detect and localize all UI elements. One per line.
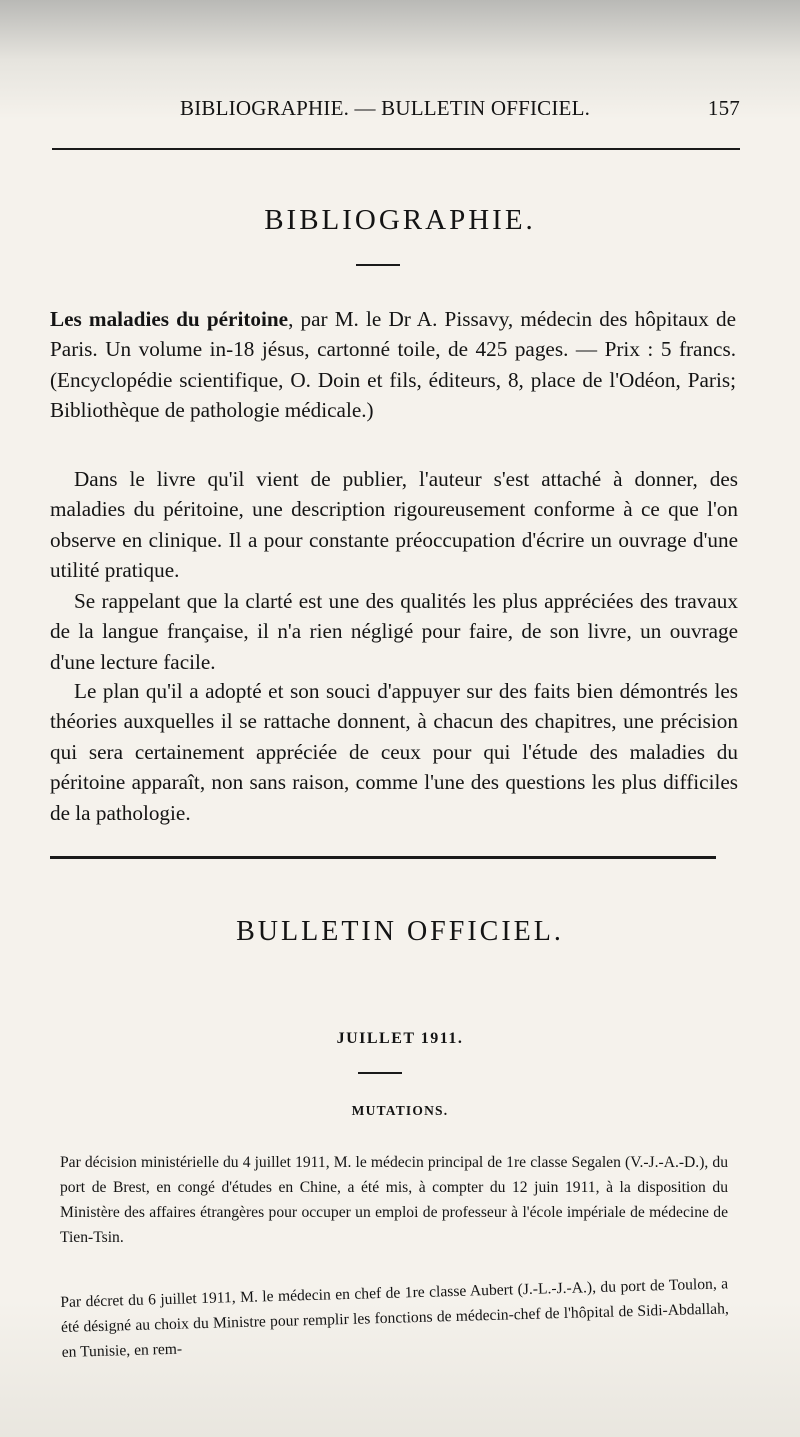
book-title: Les maladies du péritoine [50,307,289,331]
running-head-title: BIBLIOGRAPHIE. — BULLETIN OFFICIEL. [180,96,591,120]
bibliographie-paragraph-3: Le plan qu'il a adopté et son souci d'appuyer sur des faits bien démontrés les théories auxquelles il se rattache donnent, à chacun des chapitres, une précision qui sera certainement appréciée de ceux pour qui l'étude des maladies du péritoine apparaît, non sans raison, comme l'une des questions les plus difficiles de la pathologie. [50,679,738,825]
header-rule [52,148,740,150]
bulletin-heading: BULLETIN OFFICIEL. [236,916,564,947]
section-divider [50,856,716,859]
bulletin-paragraph-1: Par décision ministérielle du 4 juillet 1911, M. le médecin principal de 1re classe Segalen (V.-J.-A.-D.), du port de Brest, en congé d'études en Chine, a été mis, à compter du 12 juin 1911, à la disposition du Ministère des affaires étrangères pour occuper un emploi de professeur à l'école impériale de médecine de Tien-Tsin. [60,1154,728,1246]
bibliographie-paragraph-2: Se rappelant que la clarté est une des qualités les plus appréciées des travaux de la langue française, il n'a rien négligé pour faire, de son livre, un ouvrage d'une lecture facile. [50,589,738,674]
bibliographie-paragraph-1: Dans le livre qu'il vient de publier, l'auteur s'est attaché à donner, des maladies du péritoine, une description rigoureusement conforme à ce que l'on observe en clinique. Il a pour constante préoccupation d'écrire un ouvrage d'une utilité pratique. [50,467,738,583]
bulletin-section: MUTATIONS. [351,1103,449,1118]
bulletin-paragraph-2: Par décret du 6 juillet 1911, M. le médecin en chef de 1re classe Aubert (J.-L.-J.-A.), du port de Toulon, a été désigné au choix du Ministre pour remplir les fonctions de médecin-chef de l'hôpital de Sidi-Abdallah, en Tunisie, en rem- [60,1275,730,1361]
page-number: 157 [707,96,740,120]
book-reference [50,304,736,426]
bibliographie-heading: BIBLIOGRAPHIE. [264,204,536,236]
bibliographie-heading-rule [356,264,400,266]
bulletin-month: JUILLET 1911. [336,1030,464,1047]
book-reference-text: , par M. le Dr A. Pissavy, médecin des hôpitaux de Paris. Un volume in-18 jésus, cartonné toile, de 425 pages. — Prix : 5 francs. (Encyclopédie scientifique, O. Doin et fils, éditeurs, 8, place de l'Odéon, Paris; Bibliothèque de pathologie médicale.) [50,307,736,423]
bulletin-month-rule [358,1072,402,1074]
